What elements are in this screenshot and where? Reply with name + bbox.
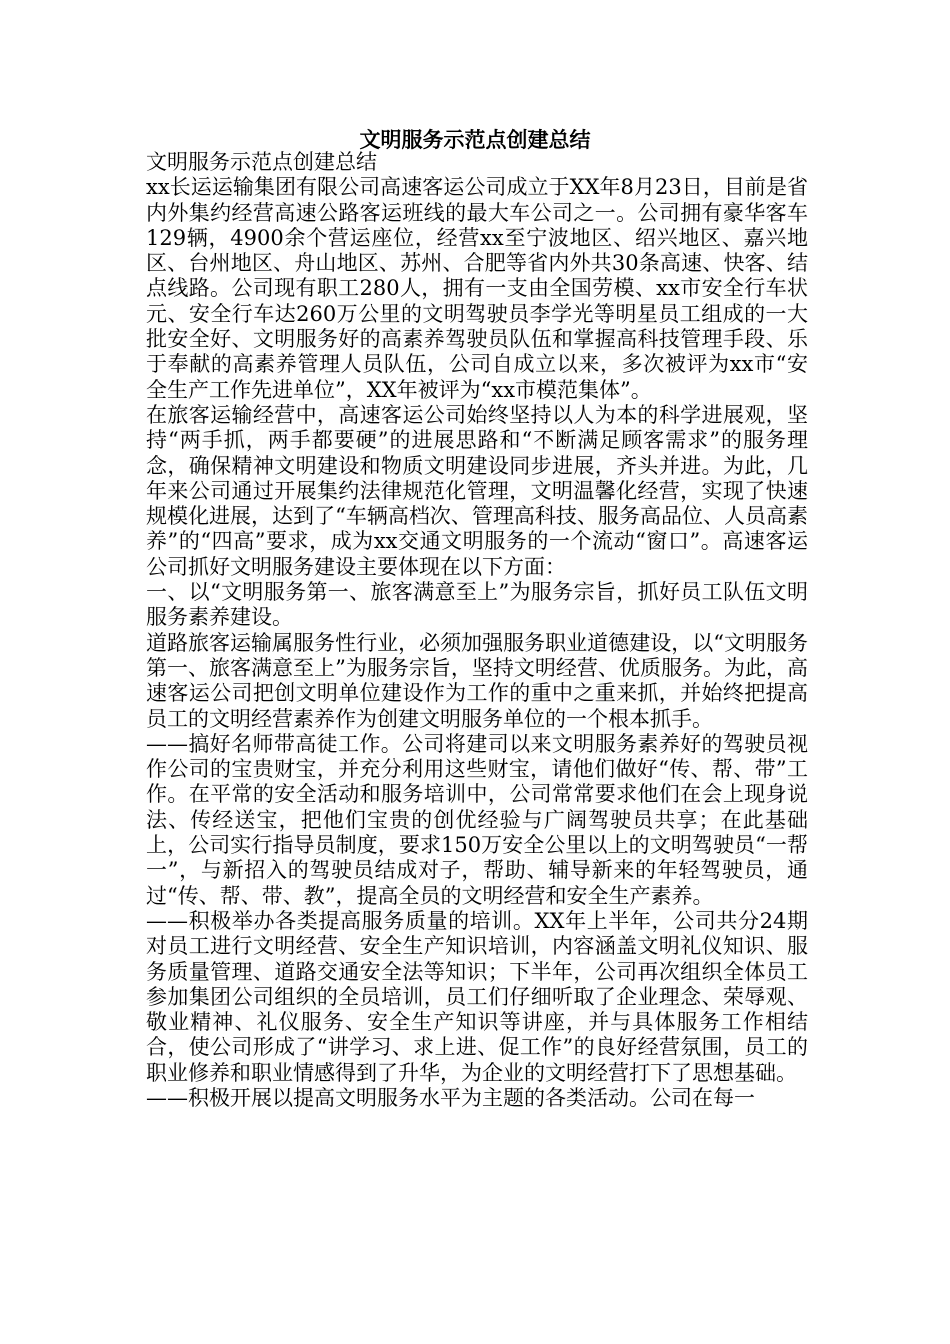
- activities-paragraph: ——积极开展以提高文明服务水平为主题的各类活动。公司在每一: [146, 1085, 755, 1110]
- service-ethics-paragraph: 道路旅客运输属服务性行业，必须加强服务职业道德建设，以“文明服务第一、旅客满意至上”为服务宗旨，坚持文明经营、优质服务。为此，高速客运公司把创文明单位建设作为工作的重中之重来抓，并始终把提高员工的文明经营素养作为创建文明服务单位的一个根本抓手。: [146, 630, 808, 731]
- operations-paragraph: 在旅客运输经营中，高速客运公司始终坚持以人为本的科学进展观，坚持“两手抓，两手都要硬”的进展思路和“不断满足顾客需求”的服务理念，确保精神文明建设和物质文明建设同步进展，齐头并进。为此，几年来公司通过开展集约法律规范化管理，文明温馨化经营，实现了快速规模化进展，达到了“车辆高档次、管理高科技、服务高品位、人员高素养”的“四高”要求，成为xx交通文明服务的一个流动“窗口”。高速客运公司抓好文明服务建设主要体现在以下方面：: [146, 402, 808, 579]
- training-paragraph: ——积极举办各类提高服务质量的培训。XX年上半年，公司共分24期对员工进行文明经营、安全生产知识培训，内容涵盖文明礼仪知识、服务质量管理、道路交通安全法等知识；下半年，公司再次组织全体员工参加集团公司组织的全员培训，员工们仔细听取了企业理念、荣辱观、敬业精神、礼仪服务、安全生产知识等讲座，并与具体服务工作相结合，使公司形成了“讲学习、求上进、促工作”的良好经营氛围，员工的职业修养和职业情感得到了升华，为企业的文明经营打下了思想基础。: [146, 908, 808, 1085]
- section-heading-one: 一、以“文明服务第一、旅客满意至上”为服务宗旨，抓好员工队伍文明服务素养建设。: [146, 580, 808, 630]
- document-title: 文明服务示范点创建总结: [359, 128, 591, 152]
- subtitle-paragraph: 文明服务示范点创建总结: [146, 150, 377, 174]
- company-intro-paragraph: xx长运运输集团有限公司高速客运公司成立于XX年8月23日，目前是省内外集约经营高速公路客运班线的最大车公司之一。公司拥有豪华客车129辆，4900余个营运座位，经营xx至宁波地区、绍兴地区、嘉兴地区、台州地区、舟山地区、苏州、合肥等省内外共30条高速、快客、结点线路。公司现有职工280人，拥有一支由全国劳模、xx市安全行车状元、安全行车达260万公里的文明驾驶员李学光等明星员工组成的一大批安全好、文明服务好的高素养驾驶员队伍和掌握高科技管理手段、乐于奉献的高素养管理人员队伍，公司自成立以来，多次被评为xx市“安全生产工作先进单位”，XX年被评为“xx市模范集体”。: [146, 175, 808, 402]
- document-body: [146, 150, 808, 1111]
- mentorship-paragraph: ——搞好名师带高徒工作。公司将建司以来文明服务素养好的驾驶员视作公司的宝贵财宝，并充分利用这些财宝，请他们做好“传、帮、带”工作。在平常的安全活动和服务培训中，公司常常要求他们在会上现身说法、传经送宝，把他们宝贵的创优经验与广阔驾驶员共享；在此基础上，公司实行指导员制度，要求150万安全公里以上的文明驾驶员“一帮一”，与新招入的驾驶员结成对子，帮助、辅导新来的年轻驾驶员，通过“传、帮、带、教”，提高全员的文明经营和安全生产素养。: [146, 731, 808, 908]
